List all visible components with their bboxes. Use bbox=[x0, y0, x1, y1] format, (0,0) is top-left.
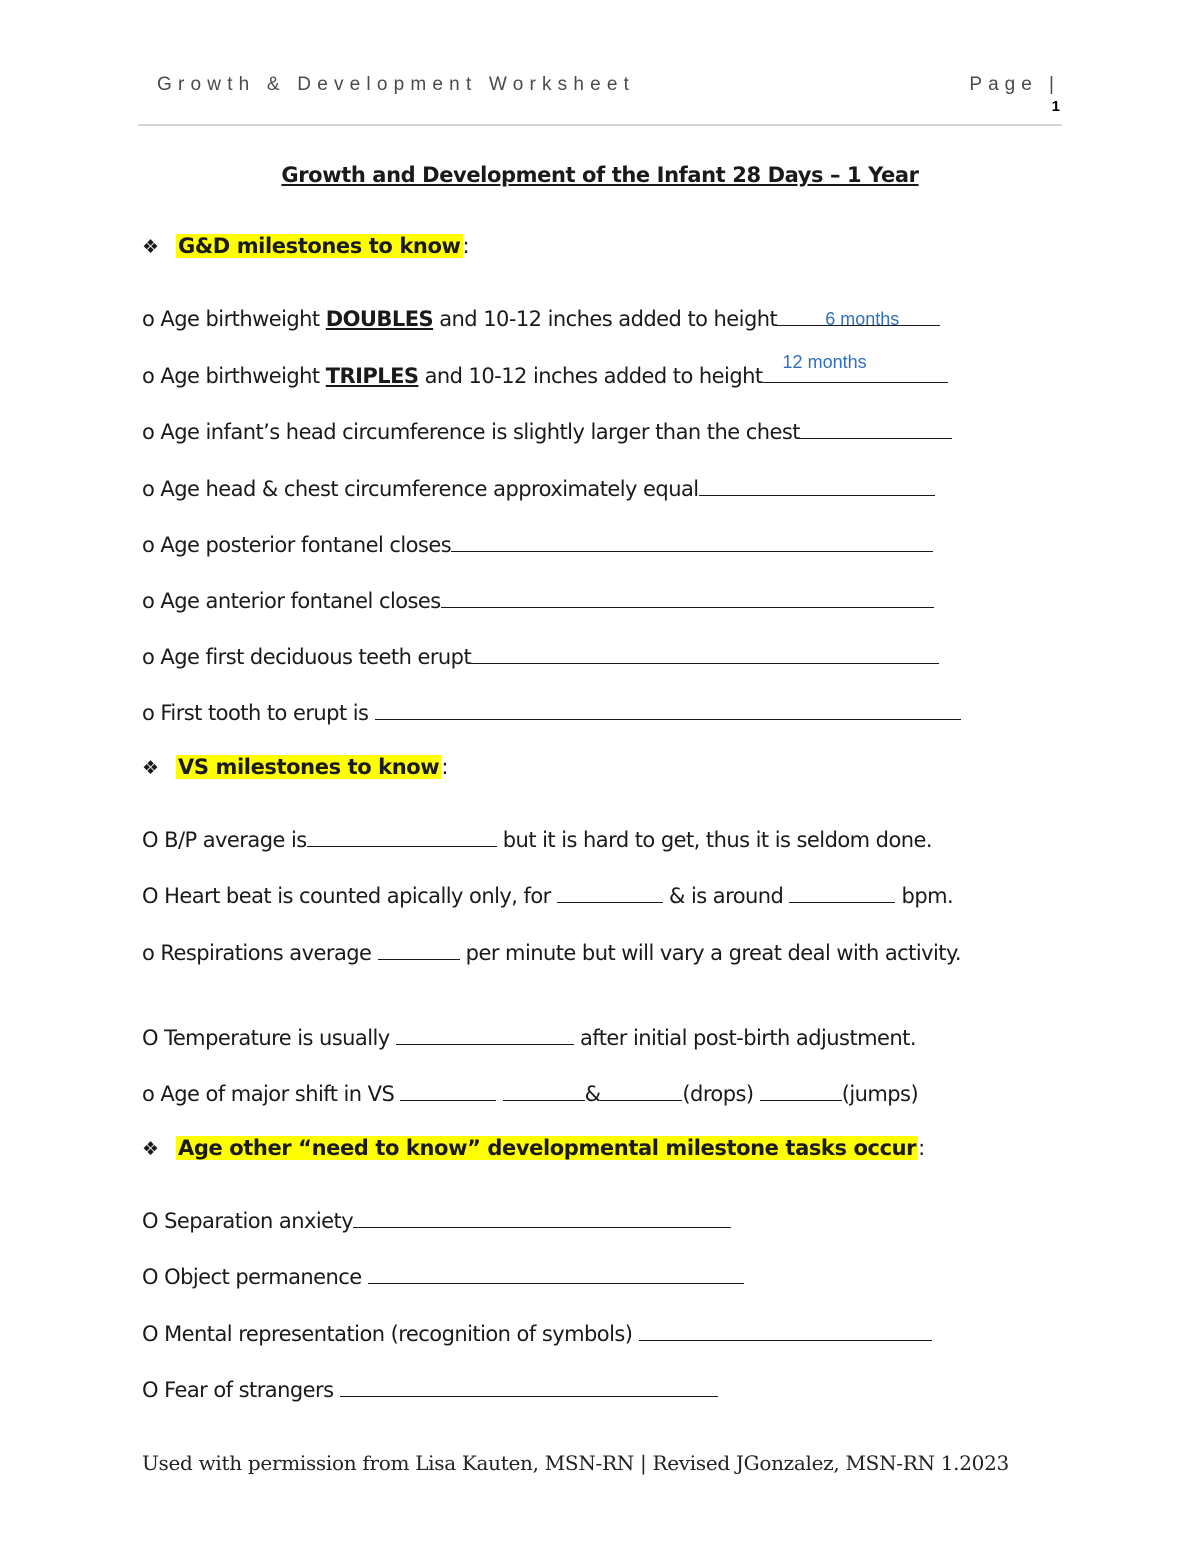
answer-blank[interactable] bbox=[639, 1321, 932, 1341]
other-item-mental-representation: O Mental representation (recognition of symbols) bbox=[142, 1319, 932, 1349]
vs-item-major-shift: o Age of major shift in VS & (drops) (jumps) bbox=[142, 1082, 919, 1106]
answer-blank[interactable] bbox=[471, 644, 939, 664]
page-number: 1 bbox=[1051, 98, 1060, 115]
other-item-separation-anxiety: O Separation anxiety bbox=[142, 1206, 731, 1236]
header-title: Growth & Development Worksheet bbox=[157, 74, 636, 95]
gd-item-doubles: o Age birthweight DOUBLES and 10-12 inches added to height 6 months bbox=[142, 304, 940, 334]
page-title: Growth and Development of the Infant 28 Days – 1 Year bbox=[281, 163, 919, 187]
answer-blank[interactable] bbox=[378, 940, 460, 960]
section-other-milestones: ❖ Age other “need to know” developmental milestone tasks occur: bbox=[142, 1136, 925, 1160]
answer-text: 12 months bbox=[782, 352, 867, 372]
other-item-object-permanence: O Object permanence bbox=[142, 1262, 744, 1292]
answer-blank[interactable] bbox=[503, 1081, 585, 1101]
section-gd-milestones: ❖ G&D milestones to know: bbox=[142, 234, 470, 258]
answer-blank[interactable] bbox=[375, 700, 961, 720]
footer-credit: Used with permission from Lisa Kauten, MSN-RN | Revised JGonzalez, MSN-RN 1.2023 bbox=[142, 1451, 1009, 1475]
answer-blank[interactable] bbox=[353, 1208, 731, 1228]
answer-blank[interactable] bbox=[340, 1377, 718, 1397]
answer-blank[interactable] bbox=[763, 352, 948, 383]
gd-item-triples: o Age birthweight TRIPLES and 10-12 inches added to height 12 months bbox=[142, 361, 948, 391]
answer-blank[interactable] bbox=[396, 1025, 574, 1045]
answer-blank[interactable] bbox=[777, 306, 940, 329]
gd-item-head-larger: o Age infant’s head circumference is slightly larger than the chest bbox=[142, 417, 952, 447]
answer-blank[interactable] bbox=[600, 1081, 682, 1101]
gd-item-deciduous-teeth: o Age first deciduous teeth erupt bbox=[142, 642, 939, 672]
section-vs-milestones: ❖ VS milestones to know: bbox=[142, 755, 448, 779]
answer-blank[interactable] bbox=[789, 883, 895, 903]
gd-item-first-tooth: o First tooth to erupt is bbox=[142, 698, 961, 728]
gd-item-posterior-fontanel: o Age posterior fontanel closes bbox=[142, 530, 933, 560]
header-divider bbox=[138, 124, 1062, 126]
page-indicator bbox=[969, 74, 1060, 115]
answer-blank[interactable] bbox=[557, 883, 663, 903]
answer-blank[interactable] bbox=[800, 419, 952, 439]
vs-item-temperature: O Temperature is usually after initial post-birth adjustment. bbox=[142, 1026, 916, 1050]
diamond-bullet-icon: ❖ bbox=[142, 757, 159, 779]
diamond-bullet-icon: ❖ bbox=[142, 236, 159, 258]
answer-blank[interactable] bbox=[400, 1081, 496, 1101]
answer-blank[interactable] bbox=[368, 1264, 744, 1284]
answer-blank[interactable] bbox=[441, 588, 934, 608]
vs-item-respirations: o Respirations average per minute but will vary a great deal with activity. bbox=[142, 941, 961, 965]
section-heading: Age other “need to know” developmental milestone tasks occur bbox=[178, 1136, 917, 1160]
keyword-triples: TRIPLES bbox=[325, 364, 419, 388]
diamond-bullet-icon: ❖ bbox=[142, 1138, 159, 1160]
keyword-doubles: DOUBLES bbox=[325, 307, 434, 331]
answer-blank[interactable] bbox=[760, 1081, 842, 1101]
gd-item-head-chest-equal: o Age head & chest circumference approximately equal bbox=[142, 474, 935, 504]
page-label: Page | bbox=[969, 74, 1060, 95]
answer-blank[interactable] bbox=[699, 476, 935, 496]
section-heading: VS milestones to know bbox=[178, 755, 440, 779]
section-heading: G&D milestones to know bbox=[178, 234, 461, 258]
gd-item-anterior-fontanel: o Age anterior fontanel closes bbox=[142, 586, 934, 616]
answer-blank[interactable] bbox=[451, 532, 933, 552]
answer-text: 6 months bbox=[825, 309, 900, 329]
answer-blank[interactable] bbox=[307, 827, 497, 847]
vs-item-bp: O B/P average is but it is hard to get, thus it is seldom done. bbox=[142, 828, 933, 852]
vs-item-heart-beat: O Heart beat is counted apically only, for & is around bpm. bbox=[142, 884, 954, 908]
other-item-fear-of-strangers: O Fear of strangers bbox=[142, 1375, 718, 1405]
